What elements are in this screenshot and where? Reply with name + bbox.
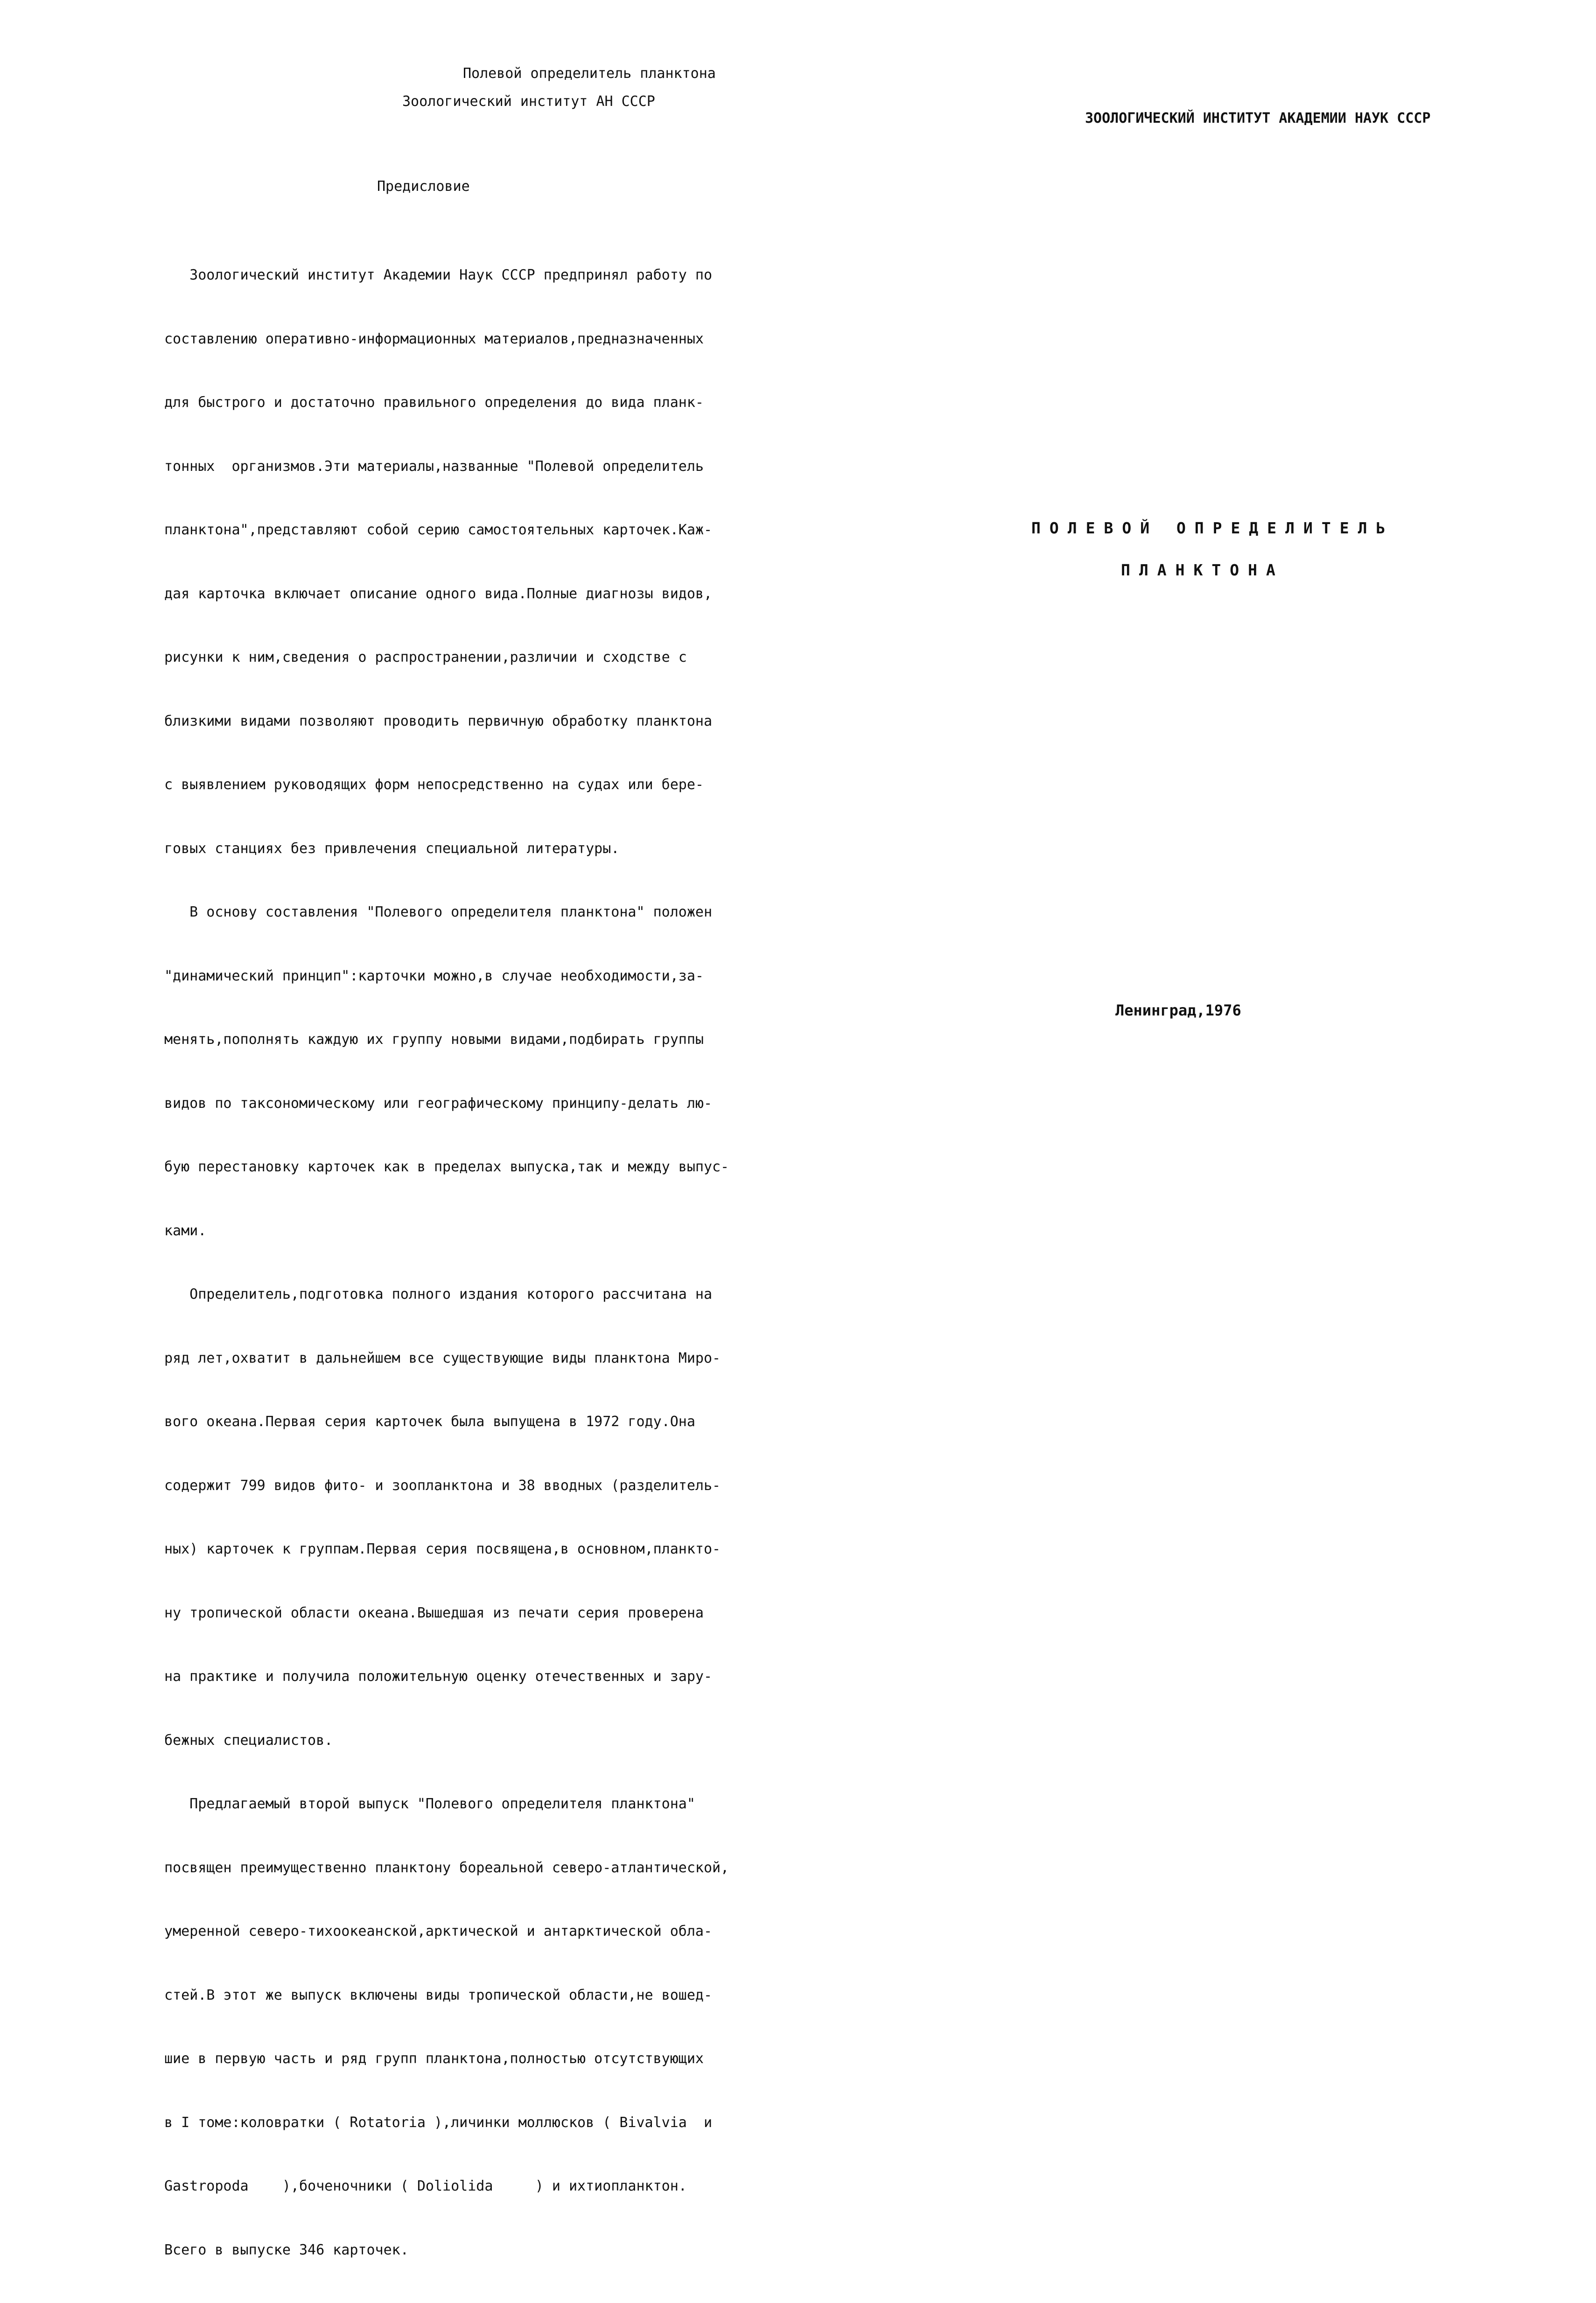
- imprint-place-year: Ленинград,1976: [1115, 1001, 1241, 1019]
- preface-line: видов по таксономическому или географическому принципу-делать лю-: [164, 1095, 712, 1112]
- preface-line: "динамический принцип":карточки можно,в случае необходимости,за-: [164, 967, 704, 984]
- preface-line: умеренной северо-тихоокеанской,арктической и антарктической обла-: [164, 1923, 712, 1939]
- running-header-title: Полевой определитель планктона: [463, 65, 716, 82]
- preface-line: В основу составления "Полевого определителя планктона" положен: [164, 904, 712, 920]
- preface-line: Предлагаемый второй выпуск "Полевого определителя планктона": [164, 1796, 695, 1812]
- preface-line: ну тропической области океана.Вышедшая из печати серия проверена: [164, 1604, 704, 1621]
- preface-line: составлению оперативно-информационных материалов,предназначенных: [164, 330, 704, 347]
- preface-line: посвящен преимущественно планктону бореальной северо-атлантической,: [164, 1859, 729, 1876]
- preface-line: близкими видами позволяют проводить первичную обработку планктона: [164, 713, 712, 729]
- preface-line: ных) карточек к группам.Первая серия посвящена,в основном,планкто-: [164, 1541, 721, 1557]
- preface-body: [164, 222, 757, 2303]
- preface-line: Зоологический институт Академии Наук СССР предпринял работу по: [164, 267, 712, 283]
- preface-line: ками.: [164, 1222, 207, 1239]
- preface-heading: Предисловие: [377, 178, 470, 195]
- preface-line: Всего в выпуске 346 карточек.: [164, 2241, 409, 2258]
- institute-title: ЗООЛОГИЧЕСКИЙ ИНСТИТУТ АКАДЕМИИ НАУК СССР: [1085, 110, 1431, 126]
- preface-line: Определитель,подготовка полного издания которого рассчитана на: [164, 1286, 712, 1302]
- right-page-title: [798, 0, 1596, 1087]
- preface-line: в I томе:коловратки ( Rotatoria ),личинки моллюсков ( Bivalvia и: [164, 2114, 712, 2131]
- preface-line: говых станциях без привлечения специальной литературы.: [164, 840, 620, 857]
- preface-line: тонных организмов.Эти материалы,названные "Полевой определитель: [164, 458, 704, 475]
- running-header-institute: Зоологический институт АН СССР: [402, 93, 655, 110]
- preface-line: бую перестановку карточек как в пределах выпуска,так и между выпус-: [164, 1159, 729, 1175]
- preface-line: для быстрого и достаточно правильного определения до вида планк-: [164, 394, 704, 411]
- preface-line: менять,пополнять каждую их группу новыми видами,подбирать группы: [164, 1031, 704, 1048]
- preface-line: планктона",представляют собой серию самостоятельных карточек.Каж-: [164, 522, 712, 538]
- book-title-line-2: ПЛАНКТОНА: [1121, 561, 1284, 579]
- preface-line: содержит 799 видов фито- и зоопланктона и 38 вводных (разделитель-: [164, 1477, 721, 1494]
- left-page-preface: [0, 0, 793, 2258]
- preface-line: вого океана.Первая серия карточек была выпущена в 1972 году.Она: [164, 1414, 695, 1430]
- preface-line: Gastropoda ),боченочники ( Doliolida ) и ихтиопланктон.: [164, 2178, 687, 2194]
- preface-line: стей.В этот же выпуск включены виды тропической области,не вошед-: [164, 1987, 712, 2003]
- book-title-line-1: ПОЛЕВОЙ ОПРЕДЕЛИТЕЛЬ: [1031, 519, 1394, 537]
- preface-line: ряд лет,охватит в дальнейшем все существующие виды планктона Миро-: [164, 1350, 721, 1366]
- preface-line: бежных специалистов.: [164, 1732, 333, 1749]
- preface-line: шие в первую часть и ряд групп планктона,полностью отсутствующих: [164, 2051, 704, 2067]
- preface-line: рисунки к ним,сведения о распространении,различии и сходстве с: [164, 649, 687, 665]
- preface-line: с выявлением руководящих форм непосредственно на судах или бере-: [164, 777, 704, 793]
- preface-line: на практике и получила положительную оценку отечественных и зару-: [164, 1668, 712, 1685]
- preface-line: дая карточка включает описание одного вида.Полные диагнозы видов,: [164, 585, 712, 602]
